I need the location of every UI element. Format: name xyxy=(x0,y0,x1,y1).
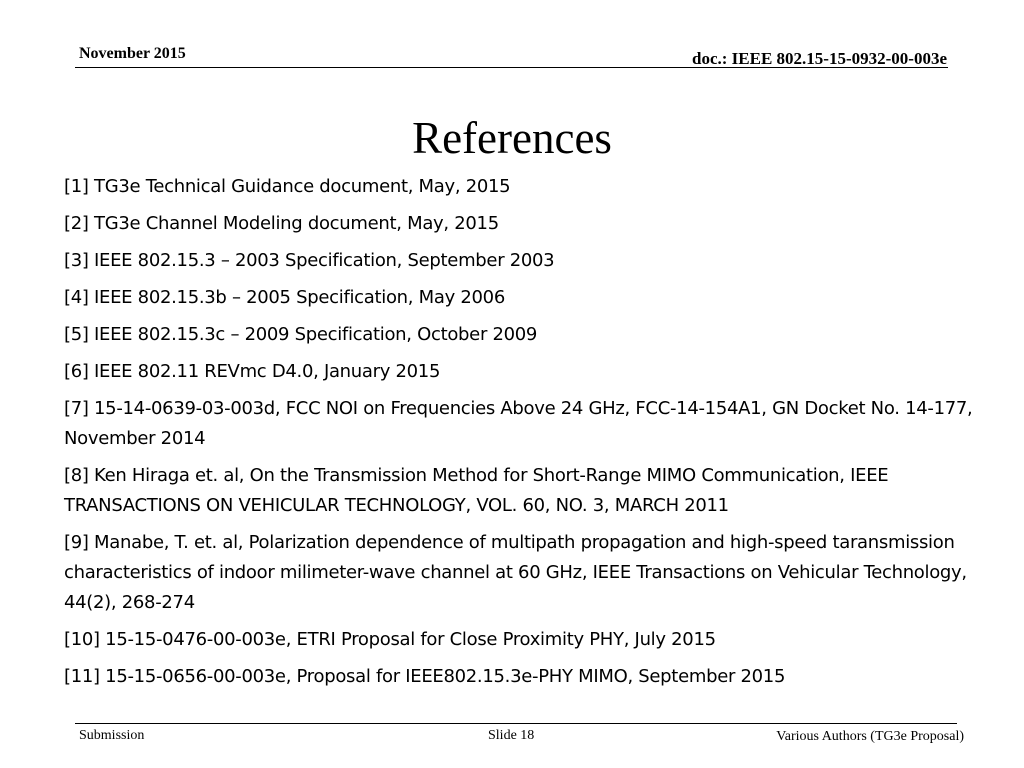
header-date: November 2015 xyxy=(79,45,186,62)
reference-item: [10] 15-15-0476-00-003e, ETRI Proposal for Close Proximity PHY, July 2015 xyxy=(64,629,716,650)
reference-item: [5] IEEE 802.15.3c – 2009 Specification, October 2009 xyxy=(64,324,538,345)
reference-item: [4] IEEE 802.15.3b – 2005 Specification, May 2006 xyxy=(64,287,505,308)
reference-item: [11] 15-15-0656-00-003e, Proposal for IEEE802.15.3e-PHY MIMO, September 2015 xyxy=(64,666,786,687)
header-doc-id: doc.: IEEE 802.15-15-0932-00-003e xyxy=(692,49,947,68)
reference-item: [6] IEEE 802.11 REVmc D4.0, January 2015 xyxy=(64,361,441,382)
reference-item: [3] IEEE 802.15.3 – 2003 Specification, September 2003 xyxy=(64,250,555,271)
reference-list xyxy=(64,172,1014,699)
reference-item: [8] Ken Hiraga et. al, On the Transmission Method for Short-Range MIMO Communication, IEEE TRANSACTIONS ON VEHICULAR TECHNOLOGY, VOL. 60, NO. 3, MARCH 2011 xyxy=(64,465,889,516)
reference-item: [7] 15-14-0639-03-003d, FCC NOI on Frequencies Above 24 GHz, FCC-14-154A1, GN Docket No. 14-177, November 2014 xyxy=(64,398,973,449)
footer-submission: Submission xyxy=(79,728,145,743)
reference-item: [1] TG3e Technical Guidance document, May, 2015 xyxy=(64,176,511,197)
slide-title: References xyxy=(412,113,612,163)
footer-authors: Various Authors (TG3e Proposal) xyxy=(776,729,964,744)
header-divider xyxy=(75,67,948,68)
footer-divider xyxy=(75,723,957,724)
footer-slide-number: Slide 18 xyxy=(488,728,535,743)
reference-item: [2] TG3e Channel Modeling document, May, 2015 xyxy=(64,213,499,234)
reference-item: [9] Manabe, T. et. al, Polarization dependence of multipath propagation and high-speed taransmission characteristics of indoor milimeter-wave channel at 60 GHz, IEEE Transactions on Vehicular Technology, 44(2), 268-274 xyxy=(64,532,967,613)
